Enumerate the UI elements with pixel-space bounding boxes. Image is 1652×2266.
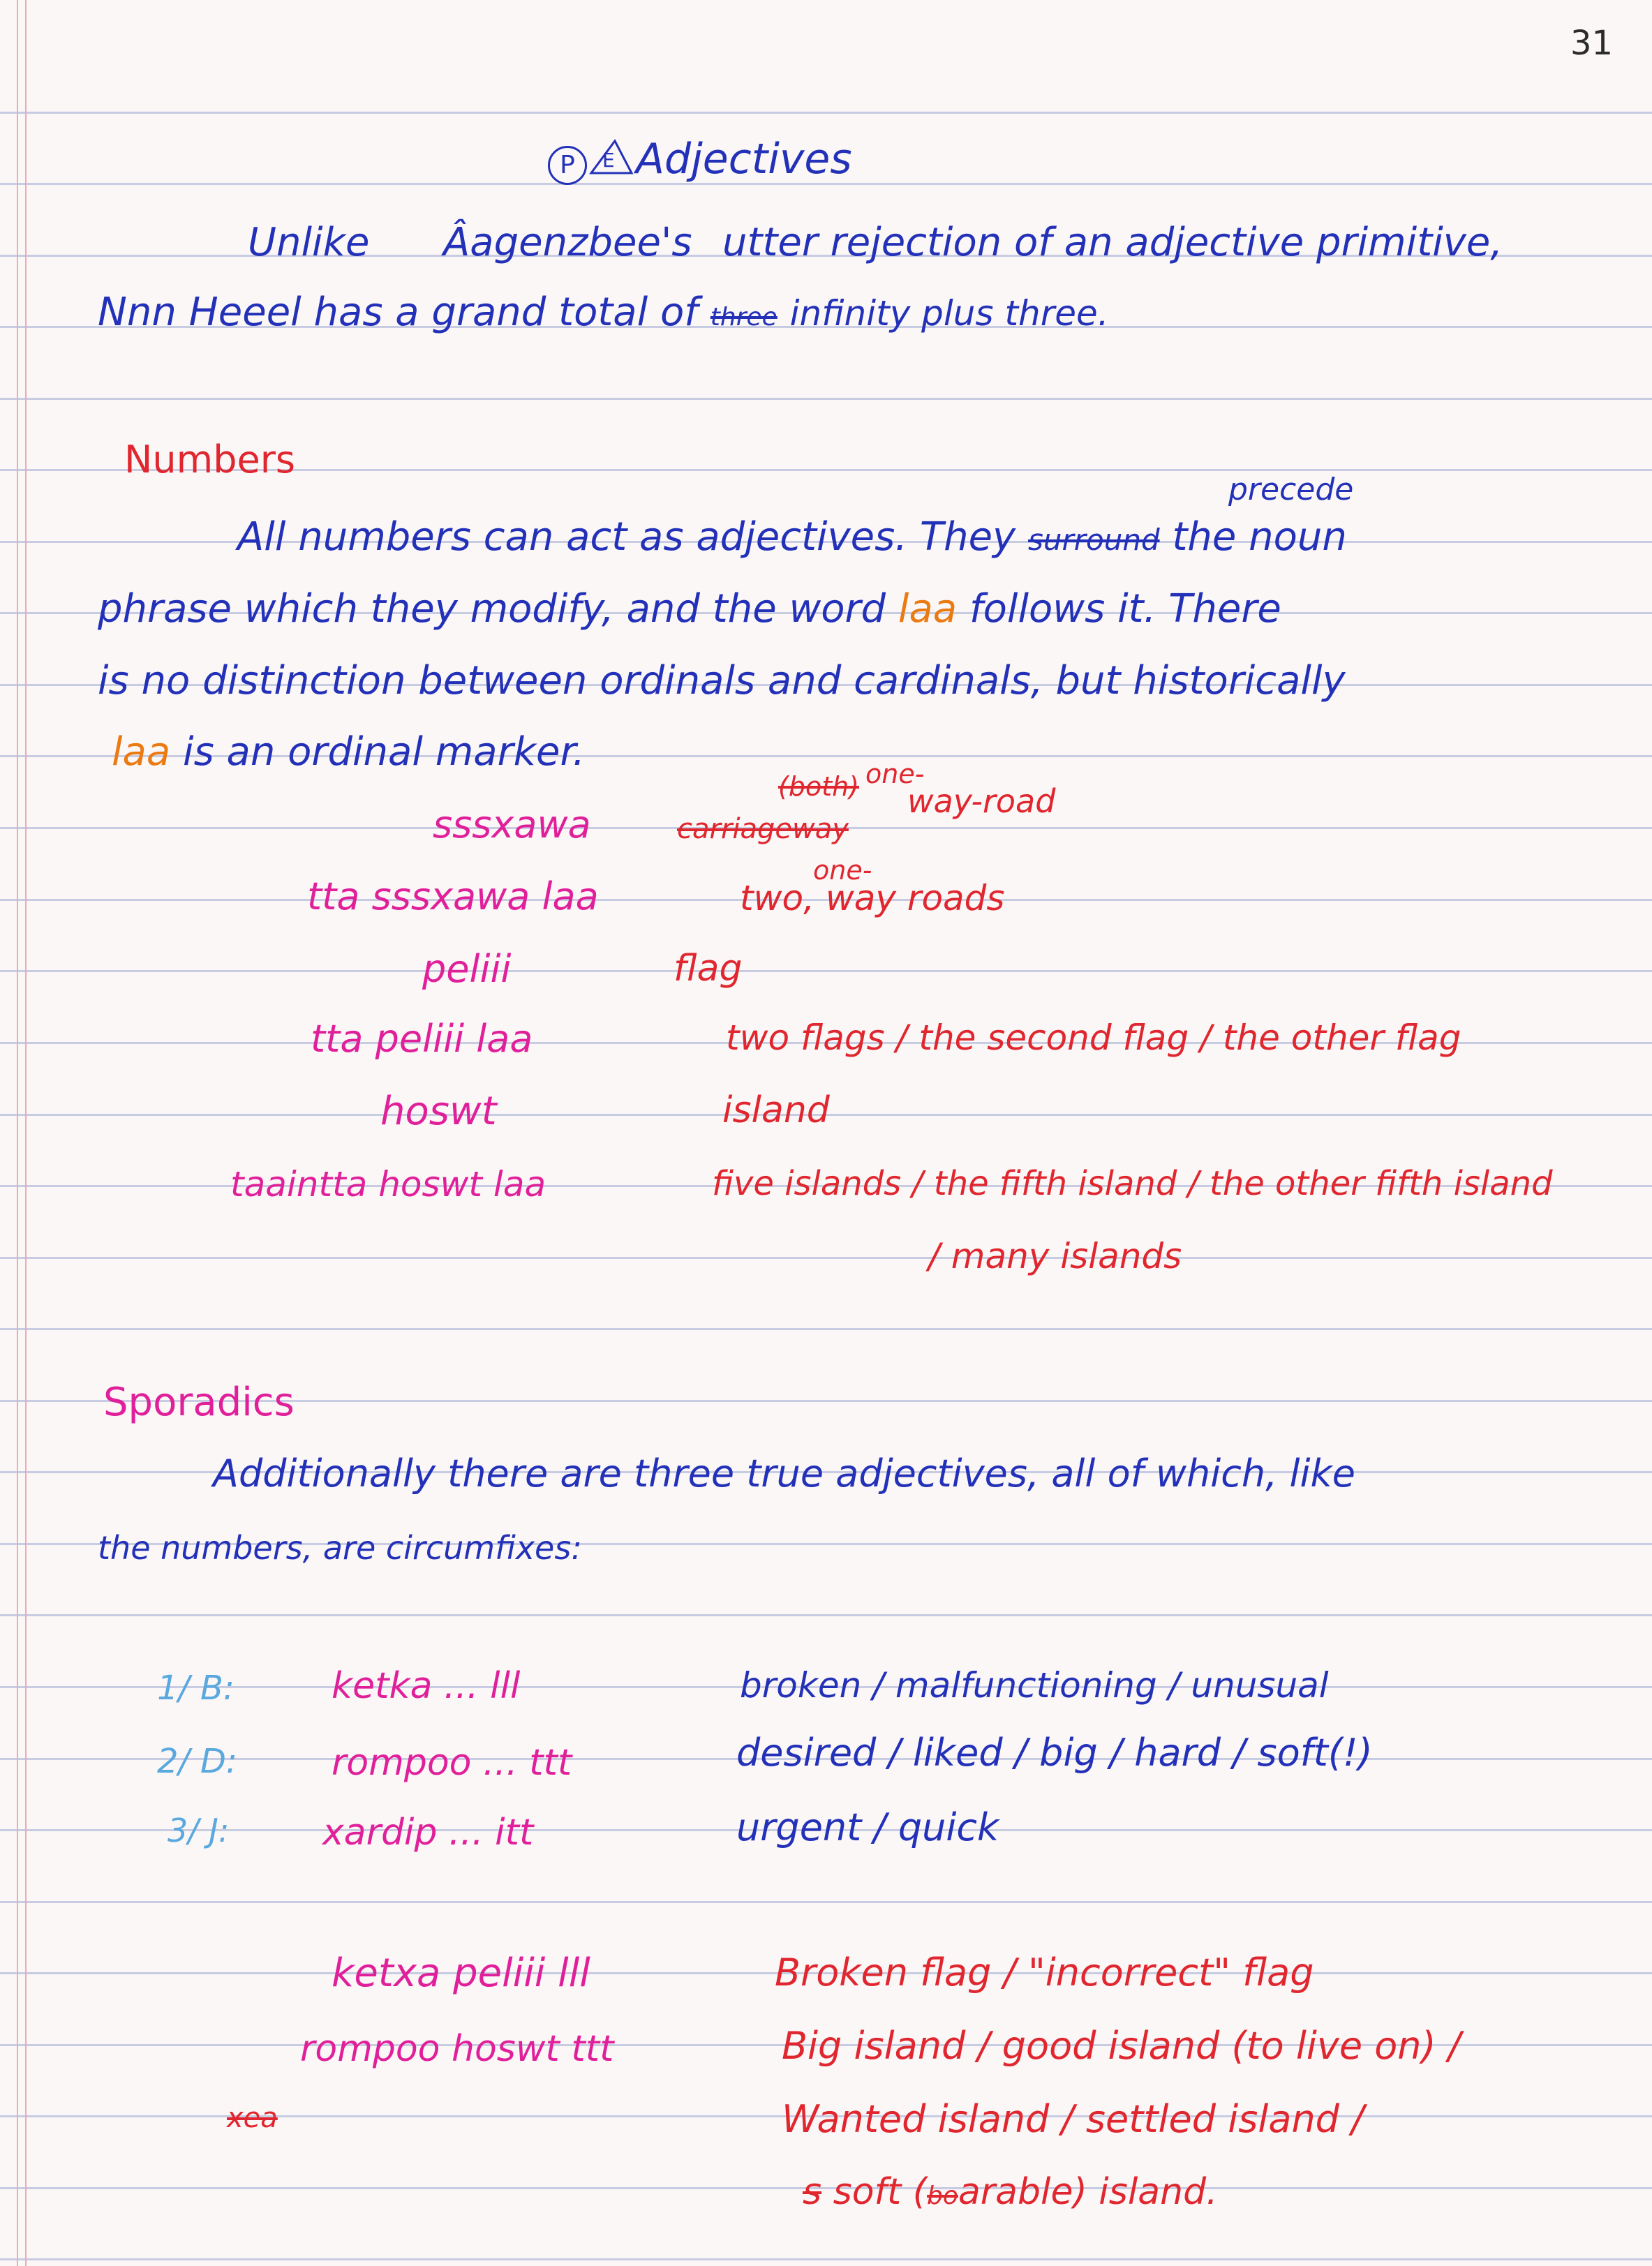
example-struck: carriageway xyxy=(677,813,849,845)
example-term: tta peliii laa xyxy=(311,1017,533,1061)
intro-struck-word: three xyxy=(710,303,777,331)
p-mark: P xyxy=(548,146,587,185)
circumfix-gloss: broken / malfunctioning / unusual xyxy=(740,1665,1329,1706)
example-gloss-continued: / many islands xyxy=(928,1236,1182,1276)
example-term: peliii xyxy=(422,947,512,991)
sporadic-example-gloss: Wanted island / settled island / xyxy=(782,2097,1364,2141)
rule-line xyxy=(0,1328,1652,1330)
intro-word-unlike: Unlike xyxy=(248,220,370,265)
sporadics-line-1: Additionally there are three true adjectives, all of which, like xyxy=(213,1452,1355,1496)
example-gloss: two flags / the second flag / the other flag xyxy=(726,1018,1461,1058)
circumfix-term: ketka ... lll xyxy=(332,1665,521,1707)
e-mark xyxy=(587,138,636,176)
example-gloss: island xyxy=(722,1089,830,1131)
laa-word: laa xyxy=(112,729,171,775)
example-term: taaintta hoswt laa xyxy=(230,1164,546,1205)
sporadics-heading: Sporadics xyxy=(103,1380,295,1425)
rule-line xyxy=(0,1257,1652,1259)
sporadics-line-2: the numbers, are circumfixes: xyxy=(98,1529,582,1567)
rule-line xyxy=(0,1901,1652,1903)
sporadic-example-gloss: Broken flag / "incorrect" flag xyxy=(775,1951,1314,1995)
sporadic-struck-term: xea xyxy=(227,2102,278,2134)
circumfix-index: 2/ D: xyxy=(157,1742,238,1781)
intro-name: Âagenzbee's xyxy=(443,220,692,265)
circumfix-index: 3/ J: xyxy=(168,1812,230,1849)
numbers-line-2-b: follows it. There xyxy=(969,586,1281,632)
example-term: hoswt xyxy=(380,1089,497,1134)
numbers-line-1-b: the noun xyxy=(1172,514,1347,560)
rule-line xyxy=(0,970,1652,972)
example-gloss: flag xyxy=(674,948,743,990)
numbers-heading: Numbers xyxy=(124,438,296,482)
laa-word: laa xyxy=(898,586,958,632)
circumfix-term: xardip ... itt xyxy=(322,1812,534,1854)
rule-line xyxy=(0,398,1652,400)
numbers-line-2-a: phrase which they modify, and the word xyxy=(98,586,886,632)
numbers-line-4 xyxy=(112,729,586,775)
intro-line-2 xyxy=(98,290,1109,335)
struck-letter: s xyxy=(803,2171,822,2213)
circumfix-term: rompoo ... ttt xyxy=(332,1742,572,1784)
sporadic-example-term: ketxa peliii lll xyxy=(332,1951,590,1996)
circumfix-gloss: urgent / quick xyxy=(736,1805,999,1849)
gloss-part-a: soft ( xyxy=(833,2171,928,2213)
numbers-struck-word: surround xyxy=(1027,523,1160,557)
page-title xyxy=(548,135,852,185)
intro-line-1: utter rejection of an adjective primitive, xyxy=(722,220,1503,265)
insert-precede: precede xyxy=(1228,472,1354,507)
example-gloss: five islands / the fifth island / the other fifth island xyxy=(712,1164,1553,1203)
margin-line xyxy=(25,0,27,2266)
rule-line xyxy=(0,2258,1652,2260)
example-struck: (both) xyxy=(778,771,860,802)
margin-line xyxy=(17,0,18,2266)
intro-line-2-a: Nnn Heeel has a grand total of xyxy=(98,290,698,335)
page-number: 31 xyxy=(1570,24,1614,63)
e-mark-letter: E xyxy=(602,149,615,172)
sporadic-example-gloss: Big island / good island (to live on) / xyxy=(782,2024,1461,2068)
numbers-line-2 xyxy=(98,586,1281,632)
example-gloss: two, way roads xyxy=(740,878,1005,918)
intro-line-2-b: infinity plus three. xyxy=(789,293,1109,334)
numbers-line-4-b: is an ordinal marker. xyxy=(183,729,586,775)
sporadic-example-term: rompoo hoswt ttt xyxy=(300,2028,614,2070)
circumfix-gloss: desired / liked / big / hard / soft(!) xyxy=(736,1731,1373,1775)
numbers-line-1-a: All numbers can act as adjectives. They xyxy=(237,514,1016,560)
example-gloss: way-road xyxy=(907,782,1056,820)
title-text: Adjectives xyxy=(636,135,852,184)
numbers-line-3: is no distinction between ordinals and cardinals, but historically xyxy=(98,658,1346,703)
gloss-part-b: arable) island. xyxy=(958,2171,1218,2213)
rule-line xyxy=(0,1614,1652,1616)
numbers-line-1 xyxy=(237,514,1347,560)
example-term: sssxawa xyxy=(433,803,591,847)
example-insert: one- xyxy=(813,855,872,886)
example-insert: one- xyxy=(865,759,925,789)
struck-letters: bo xyxy=(927,2182,958,2210)
sporadic-example-gloss xyxy=(803,2171,1218,2213)
circumfix-index: 1/ B: xyxy=(157,1669,235,1708)
example-term: tta sssxawa laa xyxy=(307,874,599,918)
rule-line xyxy=(0,112,1652,114)
